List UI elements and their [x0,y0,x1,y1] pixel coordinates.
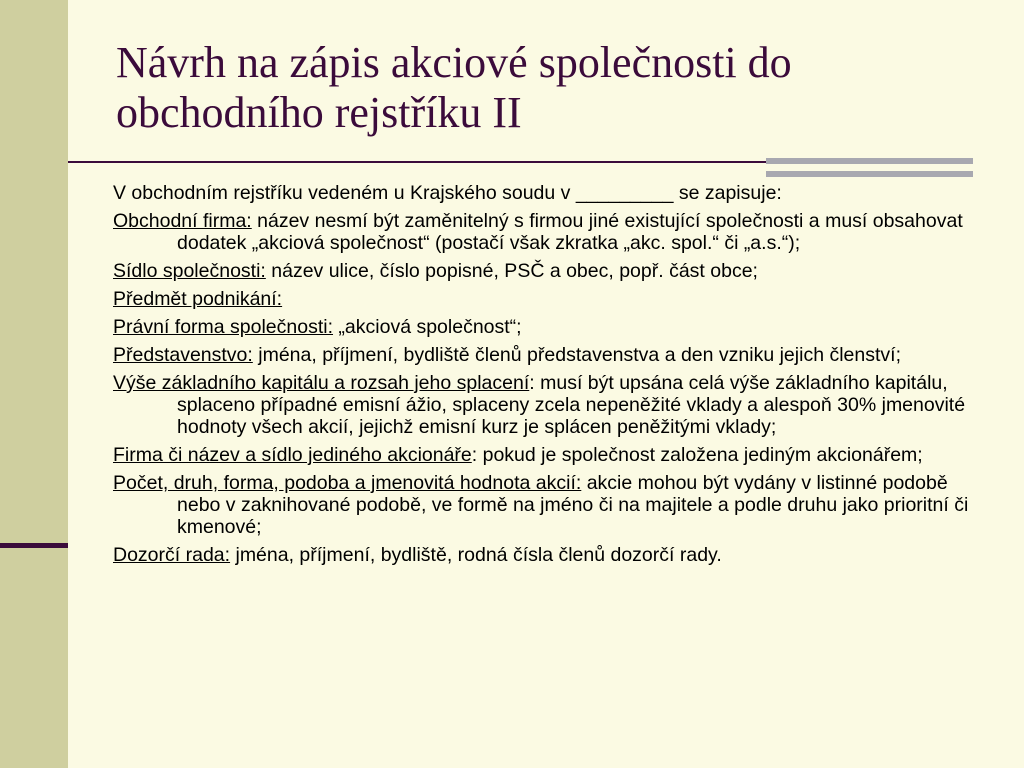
item-text: : pokud je společnost založena jediným akcionářem; [471,444,923,466]
item-text: jména, příjmení, bydliště, rodná čísla členů dozorčí rady. [230,544,722,566]
title-divider-bar-bottom [766,171,973,177]
list-item [113,444,983,466]
item-label: Obchodní firma: [113,210,252,232]
item-label: Sídlo společnosti: [113,260,266,282]
list-item [113,288,983,310]
list-item [113,544,983,566]
list-item [113,472,983,538]
list-item [113,210,983,254]
item-label: Dozorčí rada: [113,544,231,566]
item-text: název nesmí být zaměnitelný s firmou jiné existující společnosti a musí obsahovat dodatek „akciová společnost“ (postačí však zkratka „akc. spol.“ či „a.s.“); [177,210,963,254]
item-label: Představenstvo: [113,344,253,366]
left-decorative-bar [0,0,68,768]
slide-content-list [113,182,983,572]
item-text: : musí být upsána celá výše základního kapitálu, splaceno případné emisní ážio, splaceny zcela nepeněžité vklady a alespoň 30% jmenovité hodnoty všech akcií, jejichž emisní kurz je splácen peněžitými vklady; [177,372,966,438]
title-divider-line [68,161,768,163]
intro-paragraph: V obchodním rejstříku vedeném u Krajského soudu v _________ se zapisuje: [113,182,782,204]
list-item [113,344,983,366]
left-bar-accent-line [0,543,68,548]
slide-title: Návrh na zápis akciové společnosti do obchodního rejstříku II [116,38,792,137]
item-label: Počet, druh, forma, podoba a jmenovitá hodnota akcií: [113,472,582,494]
list-item [113,260,983,282]
list-item [113,316,983,338]
title-divider-bar-top [766,158,973,164]
item-label: Firma či název a sídlo jediného akcionáře [113,444,472,466]
item-text: akcie mohou být vydány v listinné podobě nebo v zaknihované podobě, ve formě na jméno či na majitele a podle druhu jako prioritní či kmenové; [177,472,969,538]
item-label: Právní forma společnosti: [113,316,334,338]
item-text: jména, příjmení, bydliště členů představenstva a den vzniku jejich členství; [252,344,901,366]
list-item [113,372,983,438]
item-label: Výše základního kapitálu a rozsah jeho splacení [113,372,530,394]
item-text: název ulice, číslo popisné, PSČ a obec, popř. část obce; [265,260,758,282]
item-text: „akciová společnost“; [333,316,522,338]
item-label: Předmět podnikání: [113,288,283,310]
